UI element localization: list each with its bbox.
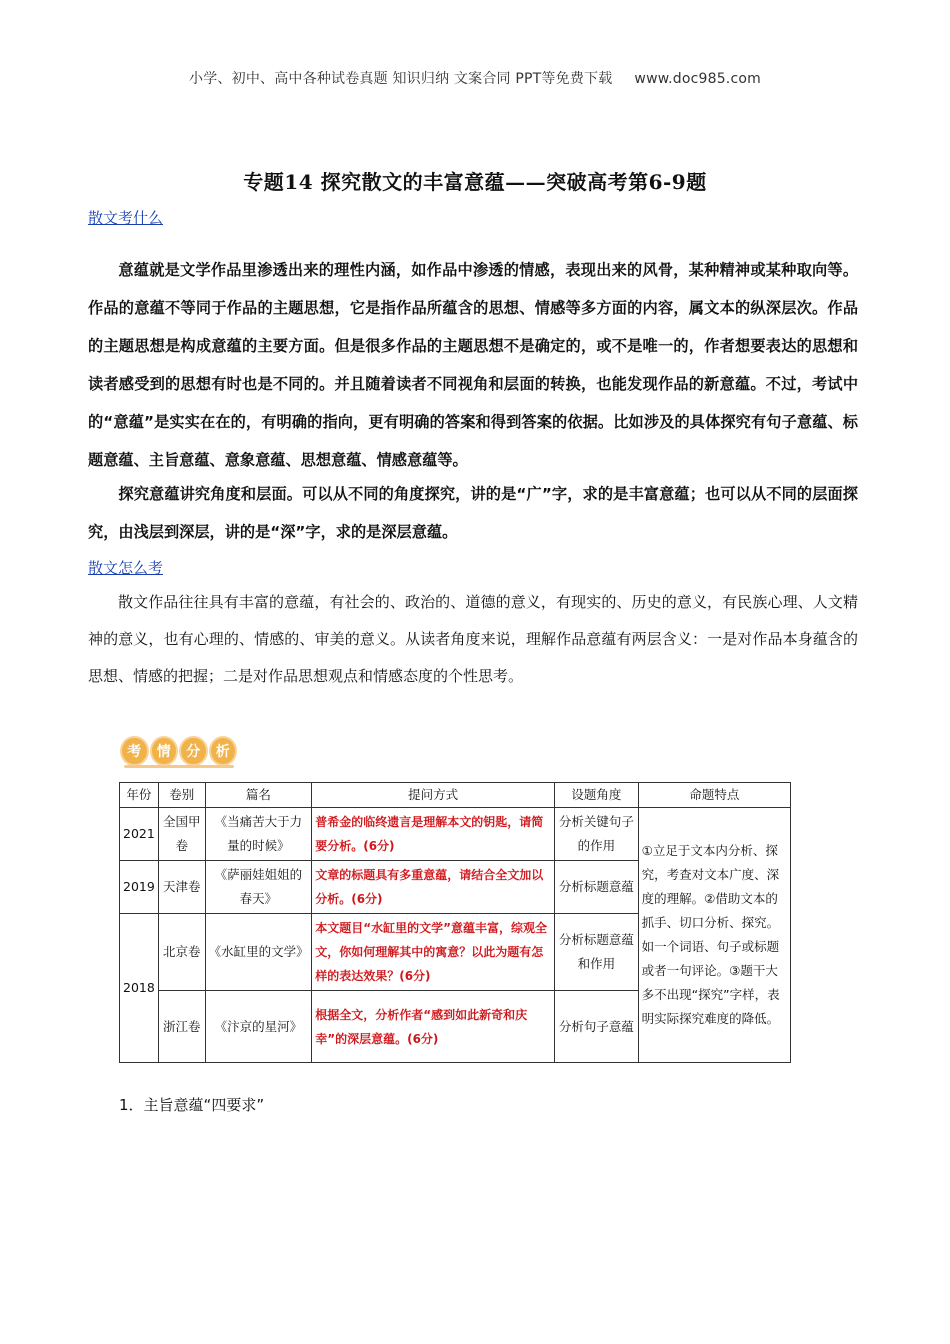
header-site-link[interactable]: www.doc985.com [634,71,761,87]
cell-year: 2018 [120,914,159,1063]
header-year: 年份 [120,783,159,808]
paragraph-how: 散文作品往往具有丰富的意蕴，有社会的、政治的、道德的意义，有现实的、历史的意义，有民族心理、人文精神的意义，也有心理的、情感的、审美的意义。从读者角度来说，理解作品意蕴有两层含义：一是对作品本身蕴含的思想、情感的把握；二是对作品思想观点和情感态度的个性思考。 [88,593,858,685]
header-question: 提问方式 [312,783,555,808]
paragraph-meaning: 意蕴就是文学作品里渗透出来的理性内涵，如作品中渗透的情感，表现出来的风骨，某种精神或某种取向等。作品的意蕴不等同于作品的主题思想，它是指作品所蕴含的思想、情感等多方面的内容，属文本的纵深层次。作品的主题思想是构成意蕴的主要方面。但是很多作品的主题思想不是确定的，或不是唯一的，作者想要表达的思想和读者感受到的思想有时也是不同的。并且随着读者不同视角和层面的转换，也能发现作品的新意蕴。不过，考试中的“意蕴”是实实在在的，有明确的指向，更有明确的答案和得到答案的依据。比如涉及的具体探究有句子意蕴、标题意蕴、主旨意蕴、意象意蕴、思想意蕴、情感意蕴等。 [88,261,858,469]
badge-underline [124,765,234,768]
cell-angle: 分析标题意蕴和作用 [555,914,639,991]
badge-char: 情 [150,736,179,766]
section-link-how[interactable]: 散文怎么考 [88,559,164,577]
cell-title: 《水缸里的文学》 [205,914,312,991]
page-header [0,68,950,88]
exam-analysis-badge [120,734,238,768]
list-heading: 1．主旨意蕴“四要求” [119,1096,265,1114]
table-row [120,808,791,861]
badge-char: 考 [120,736,149,766]
badge-char: 析 [209,736,238,766]
cell-question: 普希金的临终遗言是理解本文的钥匙，请简要分析。(6分) [312,808,555,861]
header-angle: 设题角度 [555,783,639,808]
cell-angle: 分析关键句子的作用 [555,808,639,861]
cell-title: 《汴京的星河》 [205,991,312,1063]
cell-paper: 北京卷 [158,914,205,991]
cell-features: ①立足于文本内分析、探究，考查对文本广度、深度的理解。②借助文本的抓手、切口分析、探究。如一个词语、句子或标题或者一句评论。③题干大多不出现“探究”字样，表明实际探究难度的降低。 [638,808,790,1063]
cell-paper: 浙江卷 [158,991,205,1063]
document-title: 专题14 探究散文的丰富意蕴——突破高考第6-9题 [243,170,707,194]
header-paper: 卷别 [158,783,205,808]
cell-title: 《当痛苦大于力量的时候》 [205,808,312,861]
header-features: 命题特点 [638,783,790,808]
cell-year: 2021 [120,808,159,861]
header-text: 小学、初中、高中各种试卷真题 知识归纳 文案合同 PPT等免费下载 [189,71,613,87]
cell-angle: 分析标题意蕴 [555,861,639,914]
cell-question: 文章的标题具有多重意蕴，请结合全文加以分析。(6分) [312,861,555,914]
paragraph-angle: 探究意蕴讲究角度和层面。可以从不同的角度探究，讲的是“广”字，求的是丰富意蕴；也可以从不同的层面探究，由浅层到深层，讲的是“深”字，求的是深层意蕴。 [88,485,858,541]
table-header-row [120,783,791,808]
cell-question: 根据全文，分析作者“感到如此新奇和庆幸”的深层意蕴。(6分) [312,991,555,1063]
badge-char: 分 [179,736,208,766]
header-title: 篇名 [205,783,312,808]
cell-angle: 分析句子意蕴 [555,991,639,1063]
exam-analysis-table [119,782,791,1063]
cell-paper: 全国甲卷 [158,808,205,861]
cell-question: 本文题目“水缸里的文学”意蕴丰富，综观全文，你如何理解其中的寓意？以此为题有怎样的表达效果？(6分) [312,914,555,991]
section-link-what[interactable]: 散文考什么 [88,209,164,227]
cell-year: 2019 [120,861,159,914]
cell-paper: 天津卷 [158,861,205,914]
cell-title: 《萨丽娃姐姐的春天》 [205,861,312,914]
